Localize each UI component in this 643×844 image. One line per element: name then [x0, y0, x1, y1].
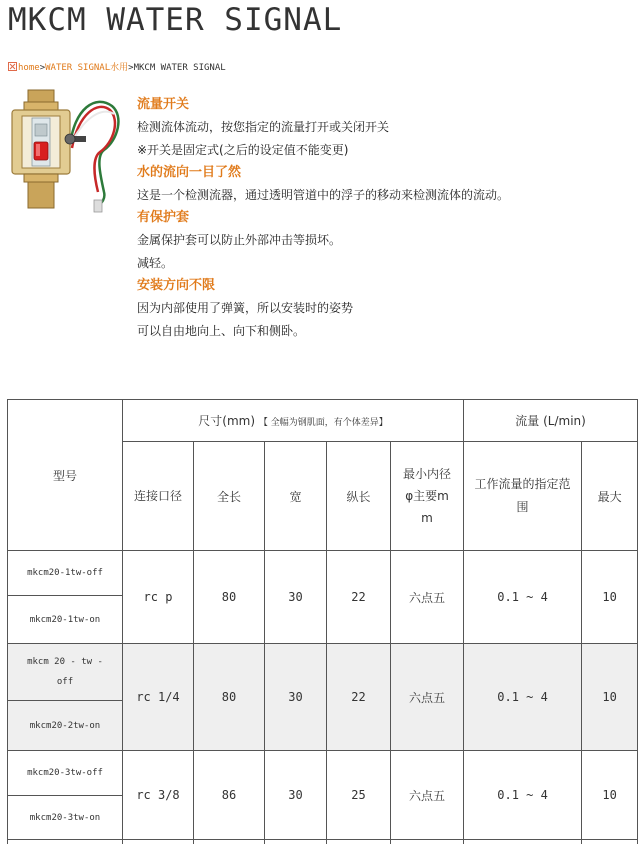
feature-block [137, 275, 637, 343]
table-row [8, 751, 638, 796]
min-bore-cell: 六点五 [391, 644, 464, 751]
header-min-bore: 最小内径φ主要mm [391, 442, 464, 551]
table-row [8, 644, 638, 701]
breadcrumb-separator: > [128, 63, 133, 73]
feature-text: 金属保护套可以防止外部冲击等损坏。 [137, 229, 637, 252]
feature-heading: 安装方向不限 [137, 275, 637, 297]
spec-table [7, 399, 638, 844]
operating-range-cell: 0.1 ~ 4 [464, 644, 582, 751]
connection-cell: rc p [123, 551, 194, 644]
max-cell: 10 [582, 551, 638, 644]
header-max: 最大 [582, 442, 638, 551]
connection-cell: rc 3/8 [123, 751, 194, 840]
table-row [8, 551, 638, 596]
total-length-cell: 80 [194, 551, 265, 644]
width-cell: 30 [265, 551, 327, 644]
height-cell: 22 [327, 551, 391, 644]
feature-block [137, 207, 637, 275]
header-size-group [123, 400, 464, 442]
broken-image-icon [8, 62, 17, 71]
breadcrumb [8, 60, 226, 73]
breadcrumb-current: MKCM WATER SIGNAL [134, 63, 226, 73]
operating-range-cell: 0.1 ~ 4 [464, 751, 582, 840]
feature-text: 减轻。 [137, 252, 637, 275]
width-cell: 30 [265, 751, 327, 840]
total-length-cell: 80 [194, 644, 265, 751]
connection-cell: rc 1/4 [123, 644, 194, 751]
header-size-label: 尺寸(mm) [198, 414, 255, 428]
feature-block [137, 94, 637, 162]
breadcrumb-separator: > [40, 63, 45, 73]
header-height: 纵长 [327, 442, 391, 551]
product-image [8, 88, 126, 220]
width-cell: 30 [265, 644, 327, 751]
height-cell: 22 [327, 644, 391, 751]
feature-text: 因为内部使用了弹簧，所以安装时的姿势 [137, 297, 637, 320]
min-bore-cell: 六点五 [391, 551, 464, 644]
operating-range-cell: 0.1 ~ 4 [464, 551, 582, 644]
model-cell: mkcm20-3tw-on [8, 796, 123, 840]
header-model: 型号 [8, 400, 123, 551]
max-cell: 10 [582, 751, 638, 840]
header-operating-range: 工作流量的指定范围 [464, 442, 582, 551]
feature-list [137, 94, 637, 343]
header-flow-group: 流量 (L/min) [464, 400, 638, 442]
page-title: MKCM WATER SIGNAL [8, 2, 342, 38]
model-cell: mkcm20-2tw-on [8, 701, 123, 751]
model-cell: mkcm 20 - tw - off [8, 644, 123, 701]
feature-text: 可以自由地向上、向下和侧卧。 [137, 320, 637, 343]
model-cell: mkcm20-3tw-off [8, 751, 123, 796]
feature-heading: 流量开关 [137, 94, 637, 116]
feature-block [137, 162, 637, 207]
min-bore-cell: 六点五 [391, 751, 464, 840]
feature-text: 这是一个检测流器，通过透明管道中的浮子的移动来检测流体的流动。 [137, 184, 637, 207]
feature-text: ※开关是固定式(之后的设定值不能变更) [137, 139, 637, 162]
header-connection: 连接口径 [123, 442, 194, 551]
total-length-cell: 86 [194, 751, 265, 840]
height-cell: 25 [327, 751, 391, 840]
breadcrumb-home-link[interactable]: home [18, 63, 40, 73]
model-cell: mkcm20-1tw-off [8, 551, 123, 596]
max-cell: 10 [582, 644, 638, 751]
header-size-note: 【 全幅为钢肌面，有个体差异】 [259, 418, 388, 428]
breadcrumb-category-link[interactable]: WATER SIGNAL水用 [45, 63, 128, 73]
feature-heading: 水的流向一目了然 [137, 162, 637, 184]
feature-text: 检测流体流动，按您指定的流量打开或关闭开关 [137, 116, 637, 139]
header-total-length: 全长 [194, 442, 265, 551]
header-width: 宽 [265, 442, 327, 551]
model-cell: mkcm20-1tw-on [8, 596, 123, 644]
feature-heading: 有保护套 [137, 207, 637, 229]
